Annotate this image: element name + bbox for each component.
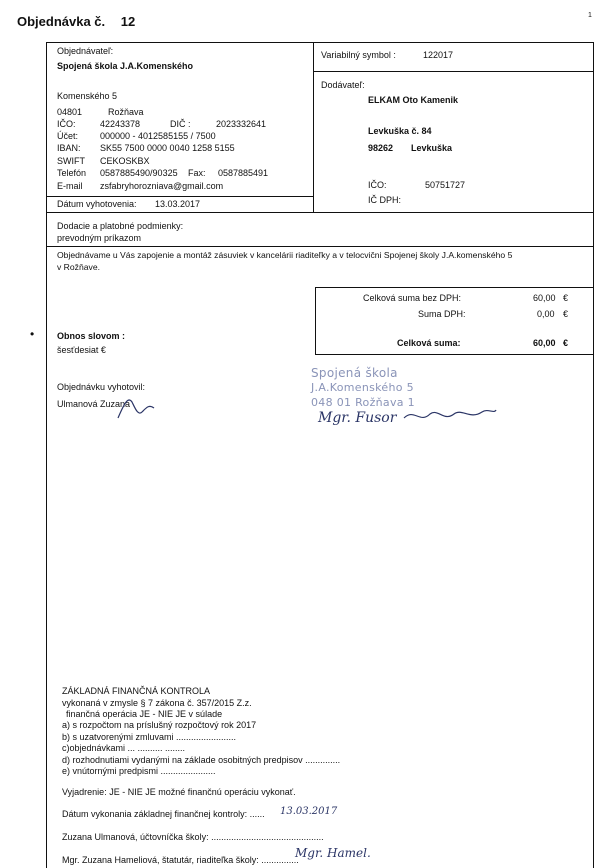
control-accountant: Zuzana Ulmanová, účtovníčka školy: ............................................. bbox=[62, 832, 324, 842]
orderer-swift: CEKOSKBX bbox=[100, 156, 150, 166]
issue-date-label: Dátum vyhotovenia: bbox=[57, 199, 137, 209]
supplier-icdph-label: IČ DPH: bbox=[368, 195, 402, 205]
control-title: ZÁKLADNÁ FINANČNÁ KONTROLA bbox=[62, 686, 211, 696]
orderer-phone: 0587885490/90325 bbox=[100, 168, 178, 178]
orderer-email: zsfabryhorozniava@gmail.com bbox=[100, 181, 224, 191]
terms-value: prevodným príkazom bbox=[57, 233, 142, 243]
title-label: Objednávka č. bbox=[17, 14, 106, 29]
control-line-2: finančná operácia JE - NIE JE v súlade bbox=[66, 709, 223, 719]
grand-total-value: 60,00 bbox=[533, 338, 556, 348]
supplier-city: Levkuška bbox=[411, 143, 453, 153]
control-item-c: c)objednávkami ... .......... ........ bbox=[62, 743, 186, 753]
supplier-label: Dodávateľ: bbox=[321, 80, 365, 90]
in-words-value: šesťdesiat € bbox=[57, 345, 106, 355]
page-number: 1 bbox=[588, 12, 592, 19]
orderer-street: Komenského 5 bbox=[57, 91, 118, 101]
divider-header-section bbox=[46, 212, 594, 213]
stamp-line-1: Spojená škola bbox=[311, 366, 398, 380]
orderer-email-label: E-mail bbox=[57, 181, 83, 191]
grand-total-currency: € bbox=[563, 338, 569, 348]
margin-mark: • bbox=[30, 327, 35, 341]
divider-variable-symbol bbox=[313, 71, 594, 72]
issue-date-value: 13.03.2017 bbox=[155, 199, 201, 209]
order-description-line2: v Rožňave. bbox=[57, 262, 100, 272]
control-item-d: d) rozhodnutiami vydanými na základe osobitných predpisov .............. bbox=[62, 755, 341, 765]
variable-symbol-label: Variabilný symbol : bbox=[321, 50, 396, 60]
orderer-fax-label: Fax: bbox=[188, 168, 206, 178]
net-total-label: Celková suma bez DPH: bbox=[363, 293, 462, 303]
control-item-a: a) s rozpočtom na príslušný rozpočtový rok 2017 bbox=[62, 720, 257, 730]
prepared-by-name: Ulmanová Zuzana bbox=[57, 399, 131, 409]
stamp-line-2: J.A.Komenského 5 bbox=[311, 381, 414, 394]
control-director: Mgr. Zuzana Hameliová, štatutár, riaditeľka školy: ............... bbox=[62, 855, 299, 865]
prepared-by-label: Objednávku vyhotovil: bbox=[57, 382, 146, 392]
vat-total-label: Suma DPH: bbox=[418, 309, 466, 319]
orderer-phone-label: Telefón bbox=[57, 168, 87, 178]
divider-vertical-top bbox=[313, 42, 314, 212]
stamp-signature: Mgr. Fusor bbox=[318, 410, 397, 426]
divider-date bbox=[46, 196, 314, 197]
orderer-ico: 42243378 bbox=[100, 119, 141, 129]
vat-total-currency: € bbox=[563, 309, 569, 319]
director-signature: Mgr. Hamel. bbox=[295, 846, 371, 860]
orderer-dic-label: DIČ : bbox=[170, 119, 191, 129]
net-total-currency: € bbox=[563, 293, 569, 303]
grand-total-label: Celková suma: bbox=[397, 338, 461, 348]
control-date-value: 13.03.2017 bbox=[280, 806, 338, 817]
prepared-by-signature bbox=[116, 394, 156, 424]
control-item-b: b) s uzatvorenými zmluvami ........................ bbox=[62, 732, 237, 742]
orderer-swift-label: SWIFT bbox=[57, 156, 85, 166]
control-line-1: vykonaná v zmysle § 7 zákona č. 357/2015 Z.z. bbox=[62, 698, 252, 708]
document-title bbox=[17, 14, 135, 29]
orderer-name: Spojená škola J.A.Komenského bbox=[57, 61, 194, 71]
orderer-iban-label: IBAN: bbox=[57, 143, 81, 153]
supplier-ico: 50751727 bbox=[425, 180, 466, 190]
orderer-dic: 2023332641 bbox=[216, 119, 267, 129]
terms-label: Dodacie a platobné podmienky: bbox=[57, 221, 184, 231]
orderer-ico-label: IČO: bbox=[57, 119, 76, 129]
vat-total-value: 0,00 bbox=[537, 309, 555, 319]
orderer-account-label: Účet: bbox=[57, 131, 79, 141]
orderer-fax: 0587885491 bbox=[218, 168, 269, 178]
net-total-value: 60,00 bbox=[533, 293, 556, 303]
control-feasible: Vyjadrenie: JE - NIE JE možné finančnú operáciu vykonať. bbox=[62, 787, 296, 797]
in-words-label: Obnos slovom : bbox=[57, 331, 126, 341]
stamp-signature-flourish bbox=[400, 404, 500, 428]
order-number: 12 bbox=[120, 14, 136, 29]
supplier-zip: 98262 bbox=[368, 143, 394, 153]
supplier-ico-label: IČO: bbox=[368, 180, 387, 190]
orderer-city: Rožňava bbox=[108, 107, 144, 117]
orderer-zip: 04801 bbox=[57, 107, 83, 117]
supplier-street: Levkuška č. 84 bbox=[368, 126, 432, 136]
orderer-label: Objednávateľ: bbox=[57, 46, 114, 56]
orderer-iban: SK55 7500 0000 0040 1258 5155 bbox=[100, 143, 235, 153]
order-description-line1: Objednávame u Vás zapojenie a montáž zásuviek v kancelárii riaditeľky a v telocvični Spojenej školy J.A.komenského 5 bbox=[57, 250, 513, 260]
supplier-name: ELKAM Oto Kamenik bbox=[368, 95, 459, 105]
control-date-label: Dátum vykonania základnej finančnej kontroly: ...... bbox=[62, 809, 265, 819]
orderer-account: 000000 - 4012585155 / 7500 bbox=[100, 131, 216, 141]
variable-symbol-value: 122017 bbox=[423, 50, 454, 60]
stamp-line-3: 048 01 Rožňava 1 bbox=[311, 396, 415, 409]
control-item-e: e) vnútornými predpismi ...................... bbox=[62, 766, 216, 776]
divider-terms bbox=[46, 246, 594, 247]
